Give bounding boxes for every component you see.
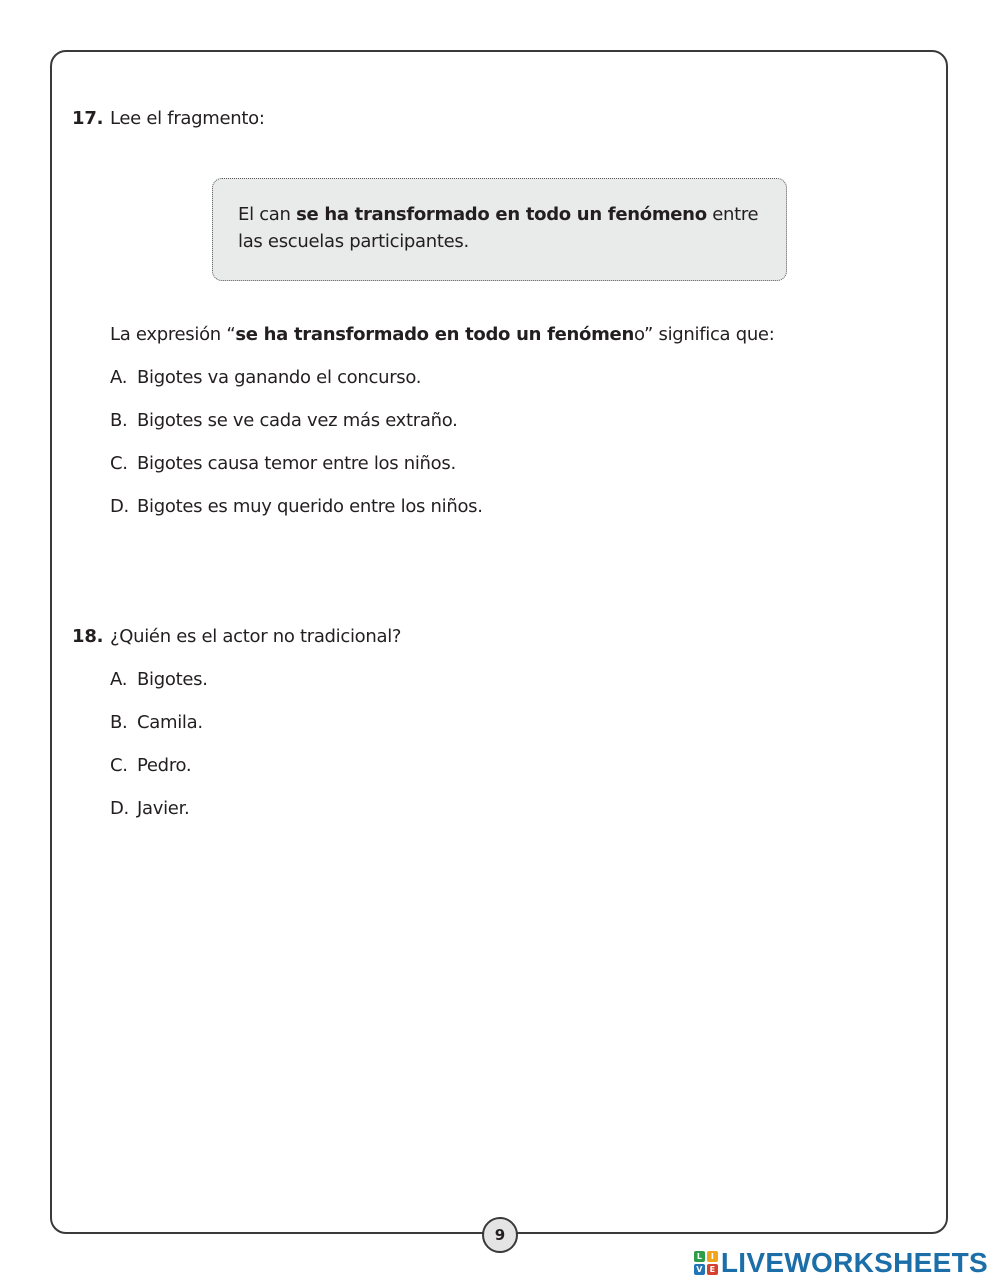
q18-option-d[interactable] <box>110 798 189 819</box>
option-letter: C. <box>110 453 128 474</box>
logo-tile-l: L <box>694 1251 705 1262</box>
option-letter: A. <box>110 669 128 690</box>
option-text: Javier. <box>137 798 190 819</box>
q17-option-d[interactable] <box>110 496 483 517</box>
option-letter: B. <box>110 712 128 733</box>
question-17-stem <box>110 324 774 345</box>
option-text: Camila. <box>137 712 203 733</box>
liveworksheets-logo-text: LIVEWORKSHEETS <box>720 1247 988 1278</box>
stem-post: o” significa que: <box>633 324 775 345</box>
stem-bold: se ha transformado en todo un fenómen <box>235 324 634 345</box>
question-18-number: 18. <box>72 626 104 647</box>
question-17-number: 17. <box>72 108 104 129</box>
page-number: 9 <box>482 1217 518 1253</box>
q17-option-b[interactable] <box>110 410 458 431</box>
fragment-text-pre: El can <box>238 204 297 225</box>
fragment-text <box>238 201 778 255</box>
logo-tile-v: V <box>694 1264 705 1275</box>
fragment-text-post: entre las escuelas participantes. <box>238 204 759 252</box>
option-letter: C. <box>110 755 128 776</box>
liveworksheets-logo-icon <box>694 1251 718 1275</box>
option-letter: B. <box>110 410 128 431</box>
option-text: Bigotes es muy querido entre los niños. <box>137 496 483 517</box>
option-letter: D. <box>110 798 129 819</box>
q18-option-c[interactable] <box>110 755 191 776</box>
q18-option-b[interactable] <box>110 712 203 733</box>
option-text: Bigotes va ganando el concurso. <box>137 367 422 388</box>
q17-option-c[interactable] <box>110 453 456 474</box>
logo-tile-e: E <box>707 1264 718 1275</box>
option-text: Bigotes. <box>137 669 208 690</box>
liveworksheets-logo <box>694 1249 988 1277</box>
option-text: Bigotes causa temor entre los niños. <box>137 453 456 474</box>
option-letter: A. <box>110 367 128 388</box>
option-text: Pedro. <box>137 755 192 776</box>
option-text: Bigotes se ve cada vez más extraño. <box>137 410 458 431</box>
option-letter: D. <box>110 496 129 517</box>
question-17-prompt: Lee el fragmento: <box>110 108 265 129</box>
q18-option-a[interactable] <box>110 669 208 690</box>
stem-pre: La expresión “ <box>110 324 236 345</box>
fragment-text-bold: se ha transformado en todo un fenómeno <box>296 204 707 225</box>
logo-tile-i: I <box>707 1251 718 1262</box>
question-18-prompt: ¿Quién es el actor no tradicional? <box>110 626 402 647</box>
q17-option-a[interactable] <box>110 367 421 388</box>
